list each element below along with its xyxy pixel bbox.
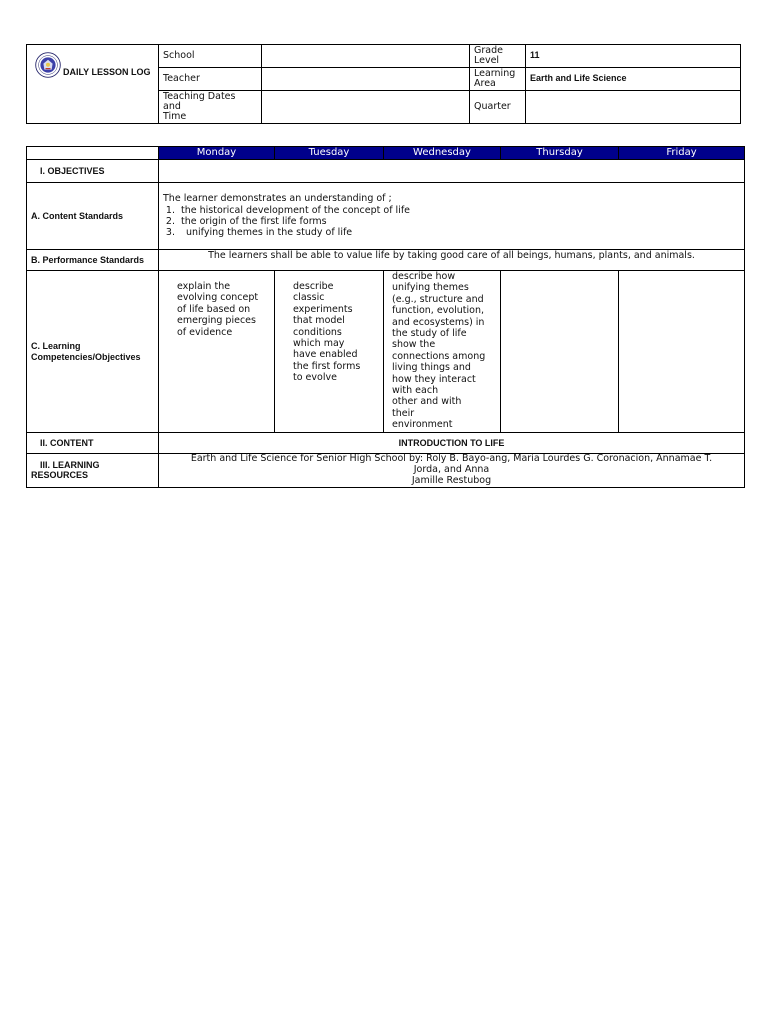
competency-tuesday-line: classic — [293, 292, 325, 304]
competency-wednesday-line: connections among — [392, 350, 486, 362]
objectives-label: I. OBJECTIVES — [27, 160, 159, 183]
day-header-wednesday: Wednesday — [384, 147, 501, 160]
quarter-label: Quarter — [470, 90, 526, 123]
performance-standards-text: The learners shall be able to value life by taking good care of all beings, humans, plants, and animals. — [159, 250, 745, 271]
school-label: School — [159, 45, 262, 68]
content-standard-item: 1. the historical development of the concept of life — [178, 205, 740, 216]
competency-monday-line: of life based on — [177, 303, 251, 315]
learning-resources-label-line1: III. LEARNING — [40, 460, 100, 471]
objectives-cell — [159, 160, 745, 183]
competency-monday-line: evolving concept — [177, 292, 259, 304]
competency-tuesday — [275, 271, 384, 433]
competency-friday — [619, 271, 745, 433]
learning-resources-value — [159, 454, 745, 488]
day-header-thursday: Thursday — [501, 147, 619, 160]
document-title: DAILY LESSON LOG — [63, 67, 151, 77]
corner-cell — [27, 147, 159, 160]
competency-wednesday-line: how they interact — [392, 373, 476, 385]
competency-wednesday-line: unifying themes — [392, 282, 469, 294]
logo-cell — [27, 45, 159, 124]
teaching-dates-field[interactable] — [262, 90, 470, 123]
competency-tuesday-line: conditions — [293, 326, 342, 338]
teaching-dates-label-line2: and — [163, 100, 181, 112]
competency-tuesday-line: to evolve — [293, 372, 337, 384]
header-table — [26, 44, 741, 124]
competency-thursday — [501, 271, 619, 433]
content-standards-cell — [159, 183, 745, 250]
competency-wednesday-line: their — [392, 407, 415, 419]
content-standard-item: 3. unifying themes in the study of life — [178, 227, 740, 238]
learning-resources-line: Earth and Life Science for Senior High School by: Roly B. Bayo-ang, Maria Lourdes G. Coronacion, Annamae T. — [190, 453, 713, 465]
content-standards-list — [163, 205, 740, 239]
competency-wednesday-line: show the — [392, 339, 436, 351]
content-value: INTRODUCTION TO LIFE — [159, 433, 745, 454]
day-header-friday: Friday — [619, 147, 745, 160]
learning-area-label-line1: Learning — [474, 68, 516, 79]
learning-resources-line: Jamille Restubog — [411, 474, 492, 486]
content-standard-item: 2. the origin of the first life forms — [178, 216, 740, 227]
day-header-monday: Monday — [159, 147, 275, 160]
content-standards-label: A. Content Standards — [27, 183, 159, 250]
competency-monday — [159, 271, 275, 433]
learning-area-label — [470, 68, 526, 91]
competencies-label — [27, 271, 159, 433]
grade-level-label-line2: Level — [474, 55, 500, 66]
deped-seal-icon — [35, 52, 61, 78]
quarter-field[interactable] — [526, 90, 741, 123]
competency-tuesday-line: that model — [293, 315, 345, 327]
competency-tuesday-line: experiments — [293, 303, 353, 315]
competency-wednesday-line: and ecosystems) in — [392, 316, 485, 328]
learning-area-label-line2: Area — [474, 77, 496, 89]
competencies-label-line2: Competencies/Objectives — [31, 351, 141, 362]
competency-tuesday-line: the first forms — [293, 360, 361, 372]
competency-tuesday-line: describe — [293, 281, 334, 292]
teaching-dates-label-line1: Teaching Dates — [163, 90, 236, 102]
competency-wednesday-line: environment — [392, 419, 453, 431]
grade-level-label — [470, 45, 526, 68]
competency-wednesday-line: living things and — [392, 362, 471, 374]
day-header-tuesday: Tuesday — [275, 147, 384, 160]
competencies-label-line1: C. Learning — [31, 340, 81, 351]
competency-tuesday-line: have enabled — [293, 349, 358, 361]
learning-resources-label-line2: RESOURCES — [31, 469, 89, 480]
competency-monday-line: of evidence — [177, 326, 233, 338]
teacher-field[interactable] — [262, 68, 470, 91]
school-field[interactable] — [262, 45, 470, 68]
competency-tuesday-line: which may — [293, 337, 345, 349]
competency-wednesday-line: the study of life — [392, 327, 467, 339]
learning-area-field[interactable]: Earth and Life Science — [526, 68, 741, 91]
grade-level-field[interactable]: 11 — [526, 45, 741, 68]
competency-monday-line: explain the — [177, 281, 231, 292]
teaching-dates-label-line3: Time — [163, 110, 187, 122]
competency-wednesday-line: function, evolution, — [392, 305, 485, 317]
teaching-dates-label — [159, 90, 262, 123]
content-label: II. CONTENT — [27, 433, 159, 454]
content-standards-intro: The learner demonstrates an understanding of ; — [163, 193, 392, 205]
learning-resources-line: Jorda, and Anna — [413, 464, 490, 476]
competency-wednesday-line: describe how — [392, 271, 456, 282]
teacher-label: Teacher — [159, 68, 262, 91]
performance-standards-label: B. Performance Standards — [27, 250, 159, 271]
lesson-table — [26, 146, 745, 488]
competency-wednesday — [384, 271, 501, 433]
competency-monday-line: emerging pieces — [177, 315, 256, 327]
learning-resources-label — [27, 454, 159, 488]
competency-wednesday-line: with each — [392, 384, 439, 396]
competency-wednesday-line: other and with — [392, 396, 462, 408]
grade-level-label-line1: Grade — [474, 45, 503, 57]
competency-wednesday-line: (e.g., structure and — [392, 293, 484, 305]
